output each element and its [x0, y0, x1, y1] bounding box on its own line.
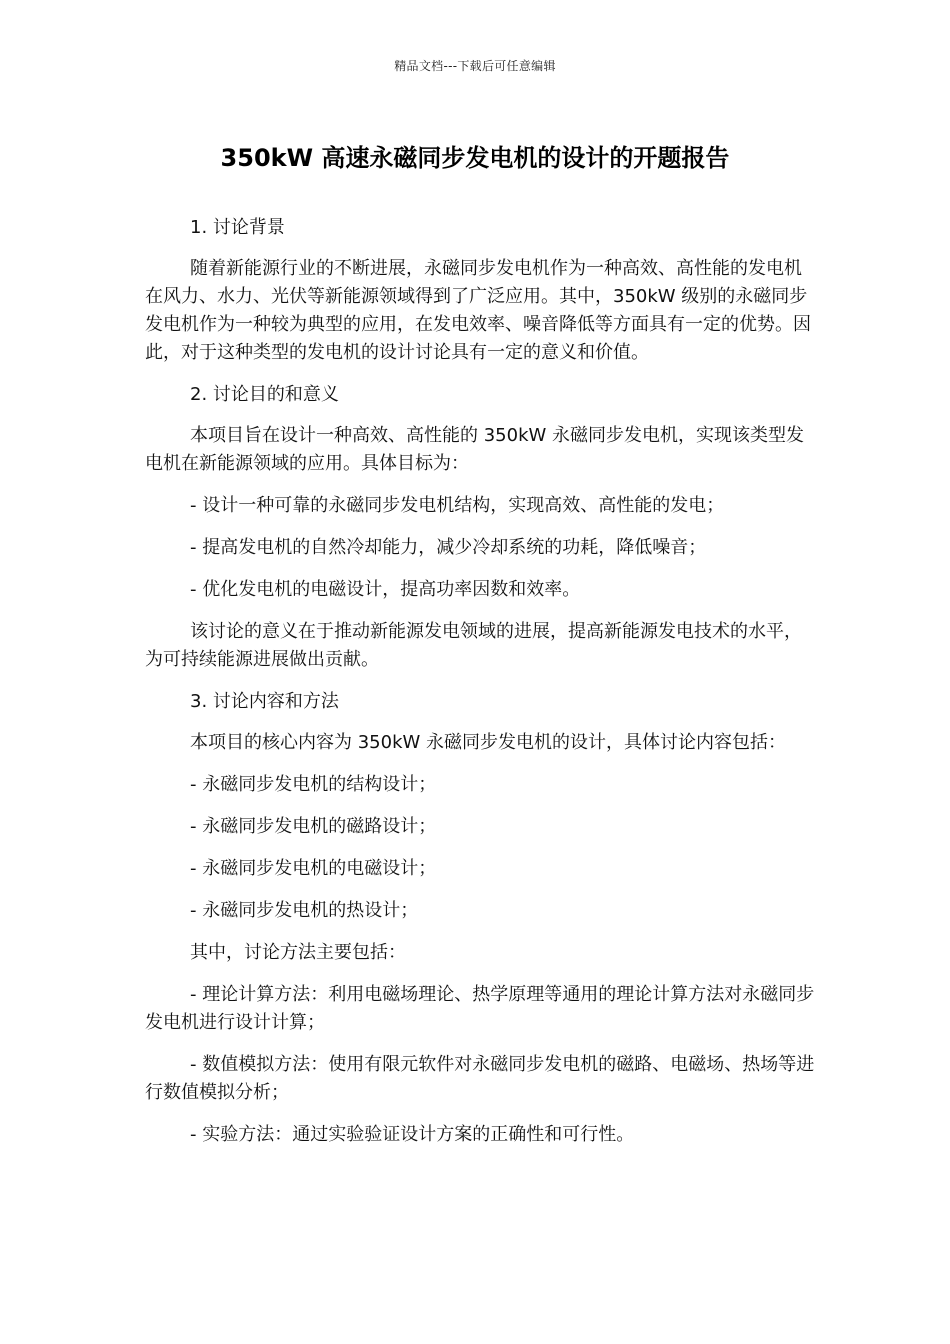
section-heading-content: 3. 讨论内容和方法 [190, 691, 339, 712]
list-item: - 提高发电机的自然冷却能力，减少冷却系统的功耗，降低噪音； [190, 537, 707, 558]
list-item: - 永磁同步发电机的磁路设计； [190, 816, 437, 837]
list-item: - 永磁同步发电机的结构设计； [190, 774, 437, 795]
list-item: - 优化发电机的电磁设计，提高功率因数和效率。 [190, 579, 581, 600]
paragraph-background: 随着新能源行业的不断进展，永磁同步发电机作为一种高效、高性能的发电机在风力、水力、光伏等新能源领域得到了广泛应用。其中，350kW 级别的永磁同步发电机作为一种较为典型的应用，在发电效率、噪音降低等方面具有一定的优势。因此，对于这种类型的发电机的设计讨论具有一定的意义和价值。 [145, 258, 811, 363]
list-item: - 设计一种可靠的永磁同步发电机结构，实现高效、高性能的发电； [190, 495, 725, 516]
section-heading-background: 1. 讨论背景 [190, 217, 285, 238]
paragraph-significance: 该讨论的意义在于推动新能源发电领域的进展，提高新能源发电技术的水平，为可持续能源进展做出贡献。 [145, 621, 802, 670]
document-body [145, 214, 817, 1163]
document-title: 350kW 高速永磁同步发电机的设计的开题报告 [220, 144, 730, 172]
list-item: - 数值模拟方法：使用有限元软件对永磁同步发电机的磁路、电磁场、热场等进行数值模拟分析； [145, 1054, 815, 1103]
list-item: - 永磁同步发电机的热设计； [190, 900, 419, 921]
paragraph-purpose: 本项目旨在设计一种高效、高性能的 350kW 永磁同步发电机，实现该类型发电机在新能源领域的应用。具体目标为： [145, 425, 805, 474]
page-header: 精品文档---下载后可任意编辑 [394, 59, 556, 73]
section-heading-purpose: 2. 讨论目的和意义 [190, 384, 339, 405]
paragraph-content: 本项目的核心内容为 350kW 永磁同步发电机的设计，具体讨论内容包括： [190, 732, 787, 753]
paragraph-methods-intro: 其中，讨论方法主要包括： [190, 942, 406, 963]
list-item: - 理论计算方法：利用电磁场理论、热学原理等通用的理论计算方法对永磁同步发电机进行设计计算； [145, 984, 815, 1033]
list-item: - 永磁同步发电机的电磁设计； [190, 858, 437, 879]
list-item: - 实验方法：通过实验验证设计方案的正确性和可行性。 [190, 1124, 635, 1145]
